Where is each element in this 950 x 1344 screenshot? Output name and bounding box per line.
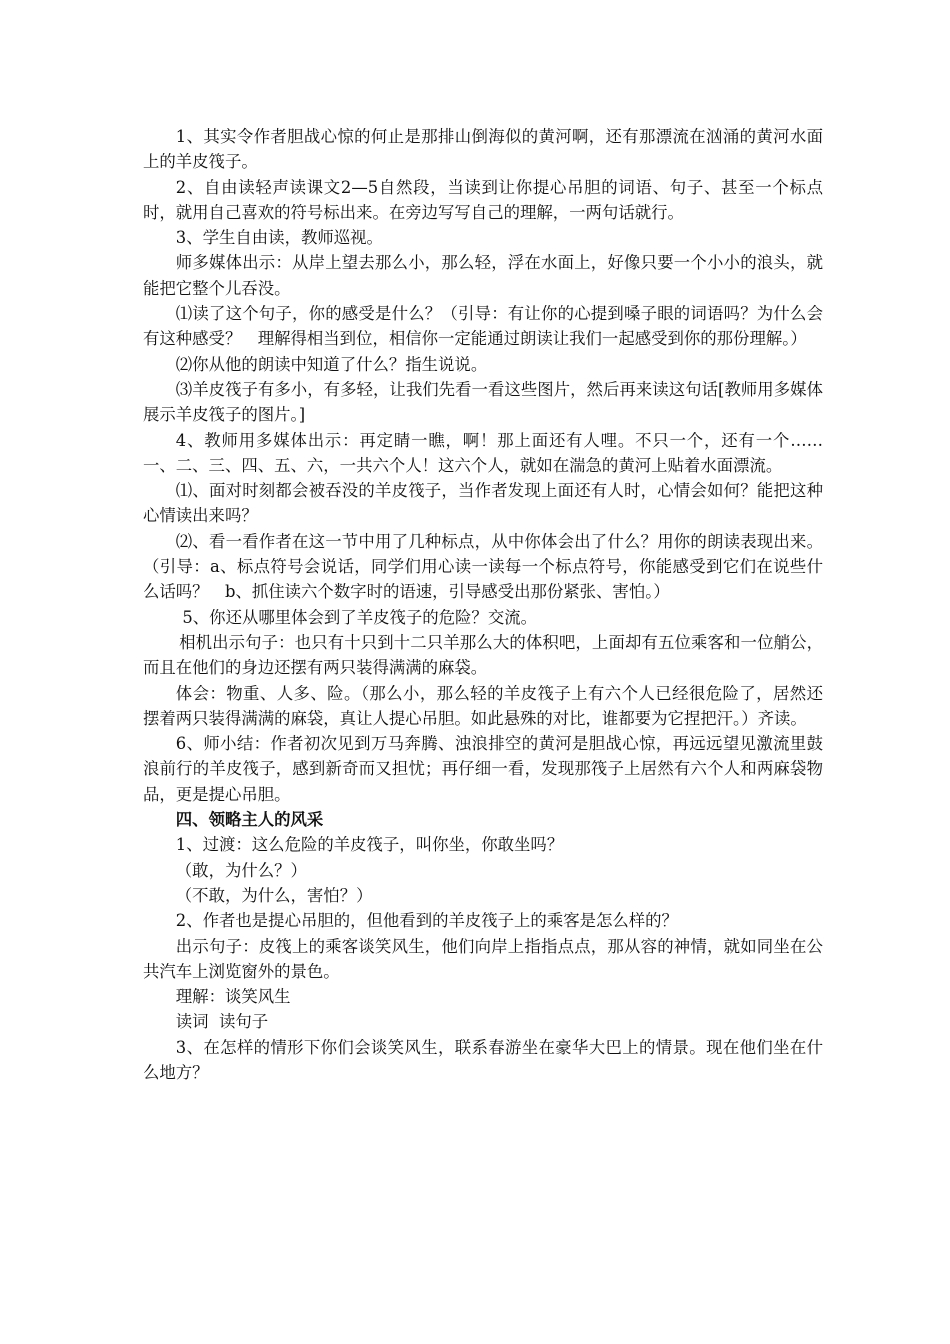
paragraph: 2、作者也是提心吊胆的，但他看到的羊皮筏子上的乘客是怎么样的？ [175,911,678,931]
paragraph: 1、过渡：这么危险的羊皮筏子，叫你坐，你敢坐吗？ [175,835,564,855]
paragraph: 4、教师用多媒体出示：再定睛一瞧，啊！那上面还有人哩。不只一个，还有一个……一、二、三、四、五、六，一共六个人！这六个人，就如在湍急的黄河上贴着水面漂流。 [143,430,823,475]
paragraph: （不敢，为什么，害怕？） [175,885,373,905]
paragraph: ⑶羊皮筏子有多小，有多轻，让我们先看一看这些图片，然后再来读这句话[教师用多媒体展示羊皮筏子的图片。] [143,379,823,425]
paragraph: 2、自由读轻声读课文2—5自然段，当读到让你提心吊胆的词语、句子、甚至一个标点时，就用自己喜欢的符号标出来。在旁边写写自己的理解，一两句话就行。 [143,177,823,222]
paragraph: ⑴、面对时刻都会被吞没的羊皮筏子，当作者发现上面还有人时，心情会如何？能把这种心情读出来吗？ [143,481,823,526]
paragraph: 1、其实令作者胆战心惊的何止是那排山倒海似的黄河啊，还有那漂流在汹涌的黄河水面上的羊皮筏子。 [143,127,823,172]
paragraph: 相机出示句子：也只有十只到十二只羊那么大的体积吧，上面却有五位乘客和一位艄公，而且在他们的身边还摆有两只装得满满的麻袋。 [143,632,823,678]
paragraph: 师多媒体出示：从岸上望去那么小，那么轻，浮在水面上，好像只要一个小小的浪头，就能把它整个儿吞没。 [143,253,823,298]
paragraph: 出示句子：皮筏上的乘客谈笑风生，他们向岸上指指点点，那从容的神情，就如同坐在公共汽车上浏览窗外的景色。 [143,936,823,981]
section-heading: 四、领略主人的风采 [175,810,324,830]
paragraph: ⑵、看一看作者在这一节中用了几种标点，从中你体会出了什么？用你的朗读表现出来。（引导：a、标点符号会说话，同学们用心读一读每一个标点符号，你能感受到它们在说些什么话吗？ b、抓住读六个数字时的语速，引导感受出那份紧张、害怕。） [143,531,823,602]
paragraph: ⑴读了这个句子，你的感受是什么？（引导：有让你的心提到嗓子眼的词语吗？为什么会有这种感受？ 理解得相当到位，相信你一定能通过朗读让我们一起感受到你的那份理解。） [143,304,823,349]
paragraph: 6、师小结：作者初次见到万马奔腾、浊浪排空的黄河是胆战心惊，再远远望见激流里鼓浪前行的羊皮筏子，感到新奇而又担忧；再仔细一看，发现那筏子上居然有六个人和两麻袋物品，更是提心吊胆。 [143,734,823,804]
paragraph: 3、在怎样的情形下你们会谈笑风生，联系春游坐在豪华大巴上的情景。现在他们坐在什么地方？ [143,1037,823,1082]
paragraph: 体会：物重、人多、险。（那么小，那么轻的羊皮筏子上有六个人已经很危险了，居然还摆着两只装得满满的麻袋，真让人提心吊胆。如此悬殊的对比，谁都要为它捏把汗。）齐读。 [143,683,823,728]
paragraph: 理解：谈笑风生 [175,987,291,1007]
paragraph: （敢，为什么？） [175,860,307,880]
paragraph: 5、你还从哪里体会到了羊皮筏子的危险？交流。 [182,607,537,627]
paragraph: ⑵你从他的朗读中知道了什么？指生说说。 [175,354,488,374]
paragraph: 读词 读句子 [175,1012,269,1032]
document-page [143,124,823,1085]
paragraph: 3、学生自由读，教师巡视。 [175,228,383,248]
